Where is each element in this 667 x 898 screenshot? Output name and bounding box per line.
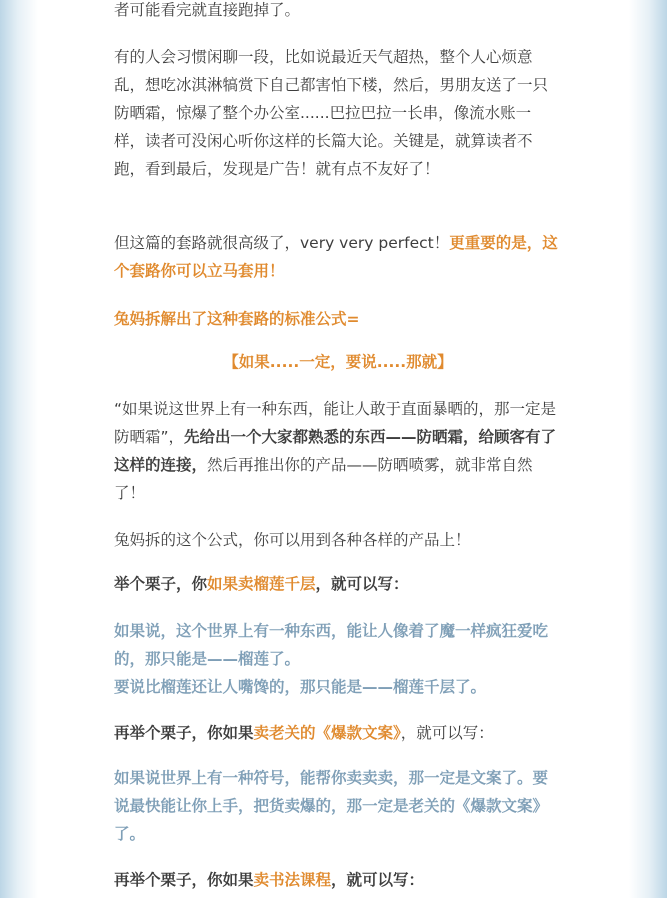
- paragraph-1-text: 有的人会习惯闲聊一段，比如说最近天气超热，整个人心烦意乱，想吃冰淇淋犒赏下自己都害怕下楼，然后，男朋友送了一只防晒霜，惊爆了整个办公室......巴拉巴拉一长串，像流水账一样，读者可没闲心听你这样的长篇大论。关键是，就算读者不跑，看到最后，发现是广告！就有点不友好了！: [114, 48, 549, 178]
- paragraph-5: [114, 395, 562, 507]
- example-1-lead: 举个栗子，你: [114, 575, 208, 593]
- paragraph-2-highlight: 更重要的是，这个套路你可以立马套用！: [114, 234, 558, 280]
- example-3-intro: [114, 866, 562, 894]
- paragraph-2-text: 但这篇的套路就很高级了，very very perfect！: [114, 234, 450, 252]
- formula-intro: 兔妈拆解出了这种套路的标准公式=: [114, 310, 360, 328]
- example-1-line-1: 如果说，这个世界上有一种东西，能让人像着了魔一样疯狂爱吃的，那只能是——榴莲了。: [114, 622, 549, 668]
- paragraph-2: [114, 229, 562, 285]
- paragraph-1: [114, 43, 562, 183]
- example-1-intro: [114, 570, 562, 598]
- example-2-intro: [114, 719, 562, 747]
- example-2-copy: 如果说世界上有一种符号，能帮你卖卖卖，那一定是文案了。要说最快能让你上手，把货卖爆的，那一定是老关的《爆款文案》了。: [114, 769, 549, 843]
- example-2-lead: 再举个栗子，你如果: [114, 724, 254, 742]
- example-3-lead: 再举个栗子，你如果: [114, 871, 254, 889]
- example-1-product: 如果卖榴莲千层: [207, 575, 316, 593]
- paragraph-5-quote: “如果说这世界上有一种东西，能让人敢于直面暴晒的，那一定是防晒霜”，: [114, 400, 557, 446]
- paragraph-6: 兔妈拆的这个公式，你可以用到各种各样的产品上！: [114, 531, 471, 549]
- formula: 【如果.....一定，要说.....那就】: [223, 353, 453, 371]
- paragraph-5-rest: 然后再推出你的产品——防晒喷雾，就非常自然了！: [114, 456, 533, 502]
- example-1-line-2: 要说比榴莲还让人嘴馋的，那只能是——榴莲千层了。: [114, 678, 487, 696]
- example-1-tail: ，就可以写：: [315, 575, 409, 593]
- example-3-product: 卖书法课程: [253, 871, 332, 889]
- example-2-product: 卖老关的《爆款文案》: [253, 724, 401, 742]
- paragraph-5-bold: 先给出一个大家都熟悉的东西——防晒霜，给顾客有了这样的连接，: [114, 428, 557, 474]
- paragraph-0: 者可能看完就直接跑掉了。: [114, 1, 301, 19]
- example-2-tail: ，就可以写：: [400, 724, 494, 742]
- example-3-tail: ，就可以写：: [331, 871, 425, 889]
- example-1-copy: [114, 617, 562, 701]
